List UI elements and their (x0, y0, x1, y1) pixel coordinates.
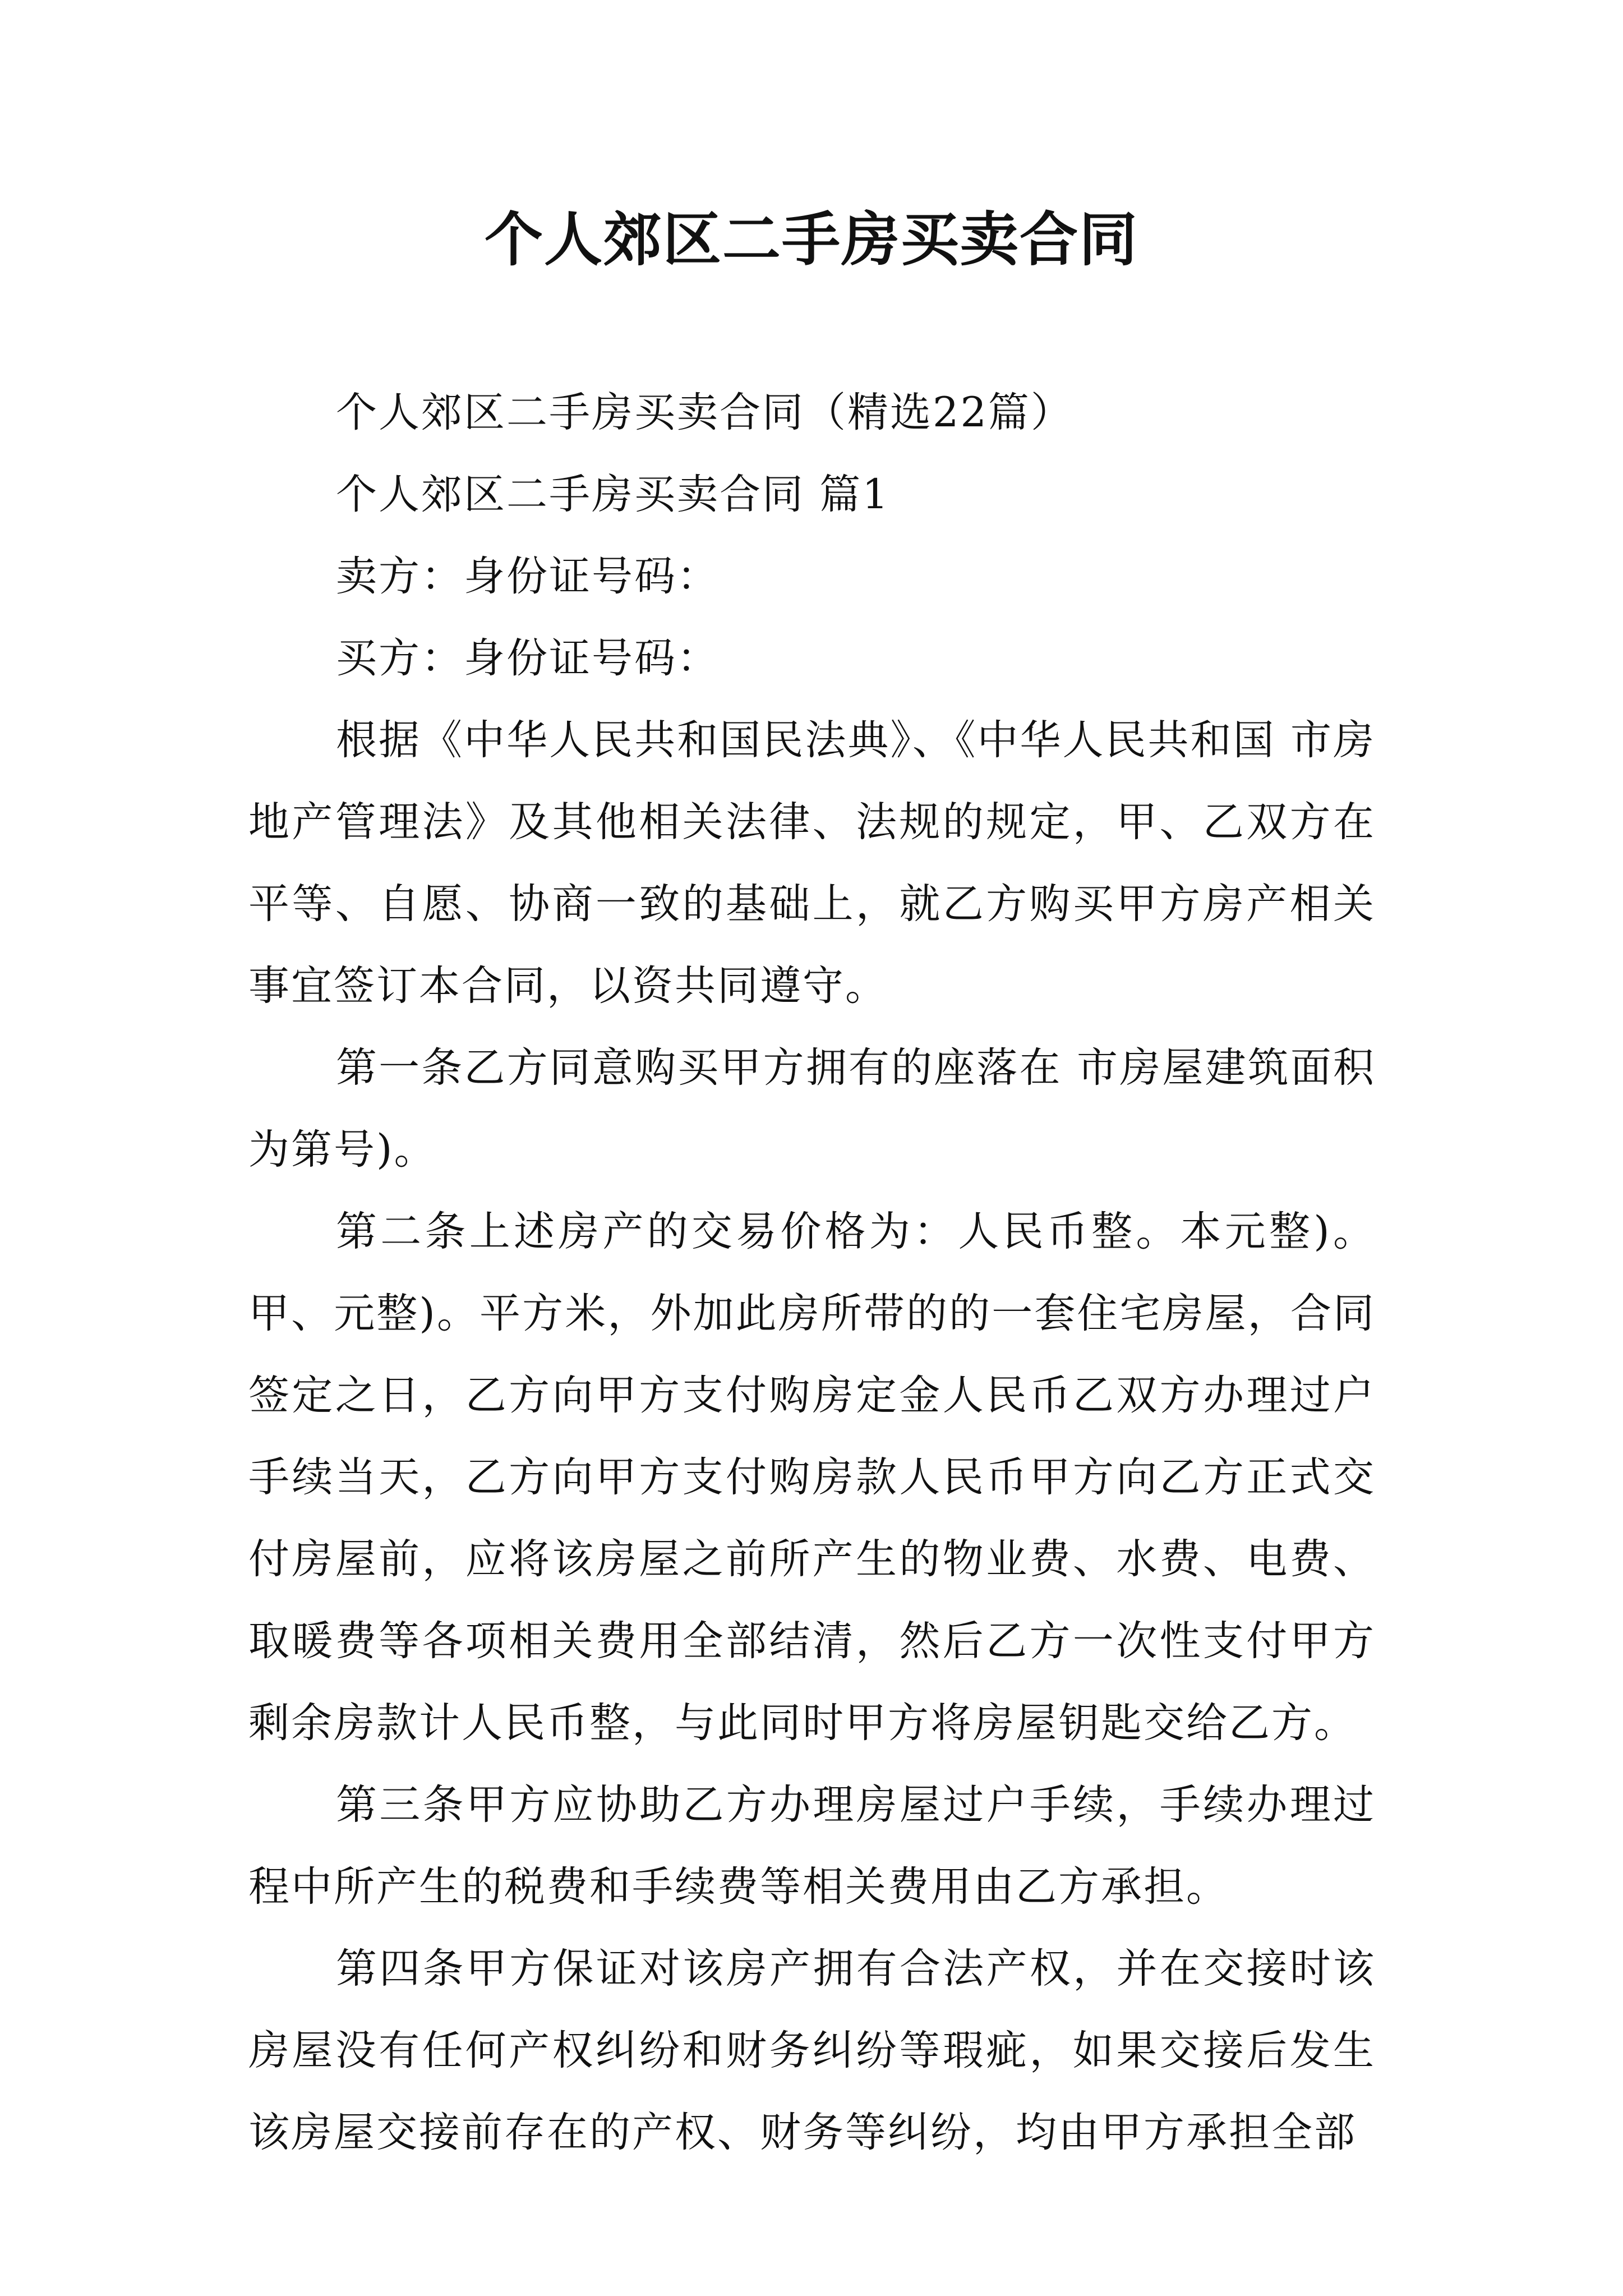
document-title: 个人郊区二手房买卖合同 (484, 205, 1138, 274)
buyer-line: 买方：身份证号码： (336, 634, 720, 682)
document-body (248, 372, 1376, 2174)
article-3-paragraph: 第三条甲方应协助乙方办理房屋过户手续，手续办理过程中所产生的税费和手续费等相关费用由乙方承担。 (248, 1781, 1376, 1911)
article-2-paragraph: 第二条上述房产的交易价格为：人民币整。本元整)。甲、元整)。平方米，外加此房所带的的一套住宅房屋，合同签定之日，乙方向甲方支付购房定金人民币乙双方办理过户手续当天，乙方向甲方支付购房款人民币甲方向乙方正式交付房屋前，应将该房屋之前所产生的物业费、水费、电费、取暖费等各项相关费用全部结清，然后乙方一次性支付甲方剩余房款计人民币整，与此同时甲方将房屋钥匙交给乙方。 (248, 1208, 1376, 1747)
seller-line: 卖方：身份证号码： (336, 553, 720, 600)
section-heading: 个人郊区二手房买卖合同 篇1 (336, 471, 890, 518)
subtitle-paragraph: 个人郊区二手房买卖合同（精选22篇） (336, 389, 1073, 436)
preamble-paragraph: 根据《中华人民共和国民法典》、《中华人民共和国 市房地产管理法》及其他相关法律、法规的规定，甲、乙双方在平等、自愿、协商一致的基础上，就乙方购买甲方房产相关事宜签订本合同，以资共同遵守。 (248, 716, 1376, 1010)
article-1-paragraph: 第一条乙方同意购买甲方拥有的座落在 市房屋建筑面积为第号)。 (248, 1044, 1376, 1174)
article-4-paragraph: 第四条甲方保证对该房产拥有合法产权，并在交接时该房屋没有任何产权纠纷和财务纠纷等瑕疵，如果交接后发生该房屋交接前存在的产权、财务等纠纷，均由甲方承担全部 (248, 1945, 1376, 2156)
